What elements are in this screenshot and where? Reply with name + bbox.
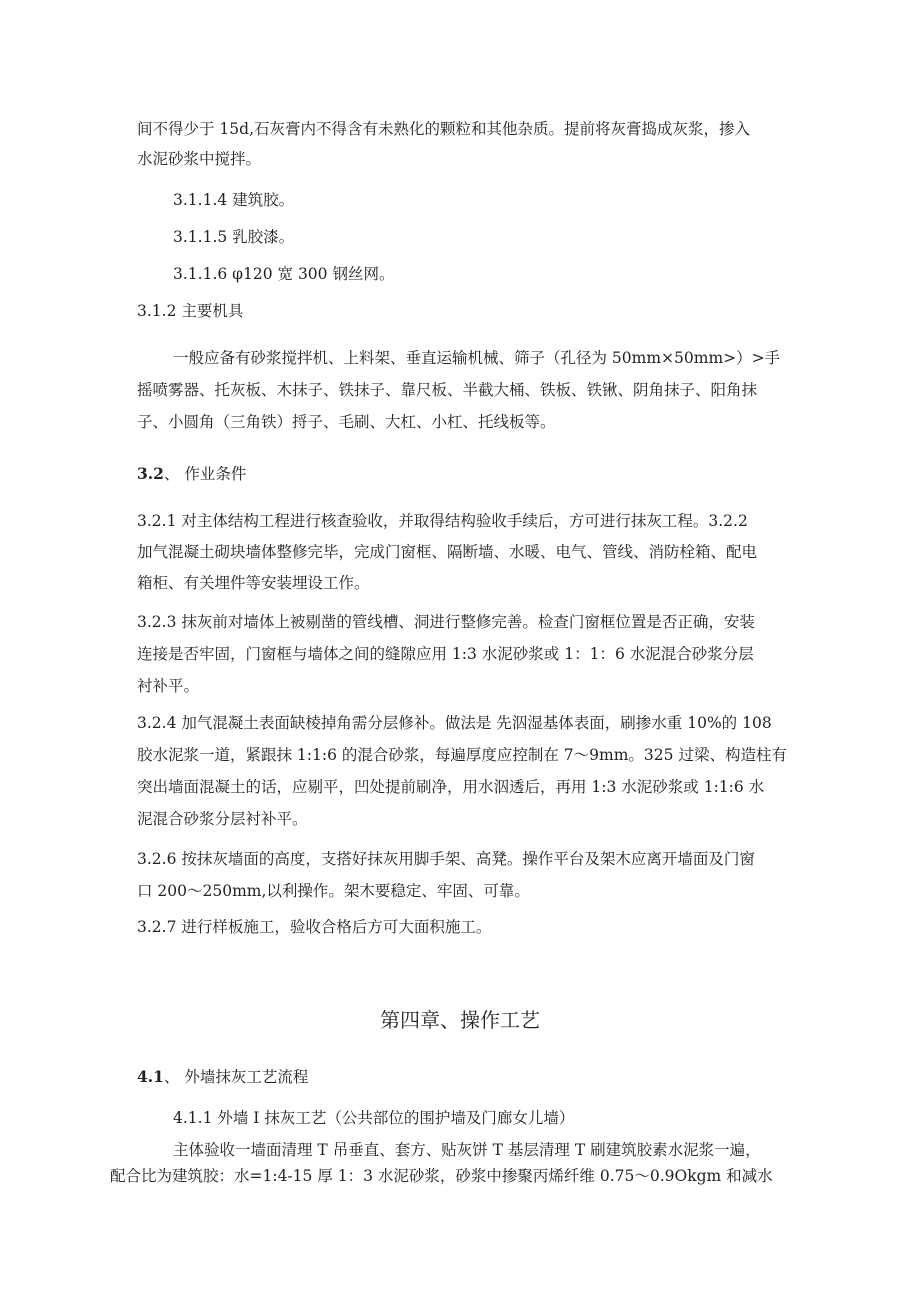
heading-3-1-2: 3.1.2 主要机具 — [137, 302, 244, 320]
text-line: 加气混凝土砌块墙体整修完毕，完成门窗框、隔断墙、水暖、电气、管线、消防栓箱、配电 — [137, 543, 758, 561]
text-line: 连接是否牢固，门窗框与墙体之间的缝隙应用 1:3 水泥砂浆或 1：1：6 水泥混合砂浆分层 — [137, 645, 754, 663]
item-3-1-1-4: 3.1.1.4 建筑胶。 — [173, 191, 295, 209]
section-title: 、 外墙抹灰工艺流程 — [163, 1068, 309, 1086]
chapter-title: 第四章、操作工艺 — [380, 1008, 540, 1032]
item-3-1-1-6: 3.1.1.6 φ120 宽 300 钢丝网。 — [173, 265, 395, 283]
section-title: 、 作业条件 — [163, 465, 247, 483]
text-line: 突出墙面混凝土的话，应剔平，凹处提前刷净，用水泅透后，再用 1:3 水泥砂浆或 1:1:6 水 — [137, 778, 765, 796]
text-line: 子、小圆角（三角铁）捋子、毛刷、大杠、小杠、托线板等。 — [137, 413, 556, 431]
text-line: 水泥砂浆中搅拌。 — [137, 150, 262, 168]
paragraph-lime-putty — [137, 118, 812, 170]
text-line: 3.2.1 对主体结构工程进行核查验收，并取得结构验收手续后，方可进行抹灰工程。3.2.2 — [137, 512, 748, 530]
text-line: 箱柜、有关埋件等安装埋设工作。 — [137, 574, 370, 592]
text-line: 摇喷雾器、托灰板、木抹子、铁抹子、靠尺板、半截大桶、铁板、铁锹、阴角抹子、阳角抹 — [137, 381, 758, 399]
text-line: 3.2.3 抹灰前对墙体上被剔凿的管线槽、洞进行整修完善。检查门窗框位置是否正确，安装 — [137, 613, 755, 631]
text-line: 配合比为建筑胶：水=1:4-15 厚 1：3 水泥砂浆，砂浆中掺聚丙烯纤维 0.75～0.9Okgm 和减水 — [110, 1167, 773, 1185]
paragraph-3-2-4 — [137, 712, 812, 830]
text-line: 间不得少于 15d,石灰膏内不得含有未熟化的颗粒和其他杂质。提前将灰膏捣成灰浆，掺入 — [137, 120, 751, 138]
text-line: 一般应备有砂浆搅拌机、上料架、垂直运输机械、筛子（孔径为 50mm×50mm>）>手 — [173, 349, 781, 367]
heading-3-2 — [137, 463, 246, 485]
paragraph-3-2-1 — [137, 510, 812, 594]
item-3-1-1-5: 3.1.1.5 乳胶漆。 — [173, 228, 295, 246]
text-line: 主体验收一墙面清理 T 吊垂直、套方、贴灰饼 T 基层清理 T 刷建筑胶素水泥浆一遍， — [173, 1141, 761, 1159]
paragraph-main-tools — [137, 347, 812, 433]
section-number: 4.1 — [137, 1067, 164, 1086]
paragraph-3-2-3 — [137, 611, 812, 697]
text-line: 衬补平。 — [137, 677, 200, 695]
paragraph-3-2-7: 3.2.7 进行样板施工，验收合格后方可大面积施工。 — [137, 918, 492, 936]
text-line: 3.2.6 按抹灰墙面的高度，支搭好抹灰用脚手架、高凳。操作平台及架木应离开墙面及门窗 — [137, 850, 755, 868]
paragraph-3-2-6 — [137, 848, 812, 902]
paragraph-4-1-1-process — [110, 1139, 810, 1187]
text-line: 泥混合砂浆分层衬补平。 — [137, 810, 308, 828]
text-line: 3.2.4 加气混凝土表面缺棱掉角需分层修补。做法是 先泅湿基体表面，刷掺水重 10%的 108 — [137, 714, 772, 732]
text-line: 胶水泥浆一道，紧跟抹 1:1:6 的混合砂浆，每遍厚度应控制在 7～9mm。325 过梁、构造柱有 — [137, 746, 787, 764]
section-number: 3.2 — [137, 464, 164, 483]
item-4-1-1: 4.1.1 外墙 I 抹灰工艺（公共部位的围护墙及门廊女儿墙） — [173, 1109, 575, 1127]
text-line: 口 200～250mm,以利操作。架木要稳定、牢固、可靠。 — [137, 882, 530, 900]
heading-4-1 — [137, 1066, 308, 1088]
